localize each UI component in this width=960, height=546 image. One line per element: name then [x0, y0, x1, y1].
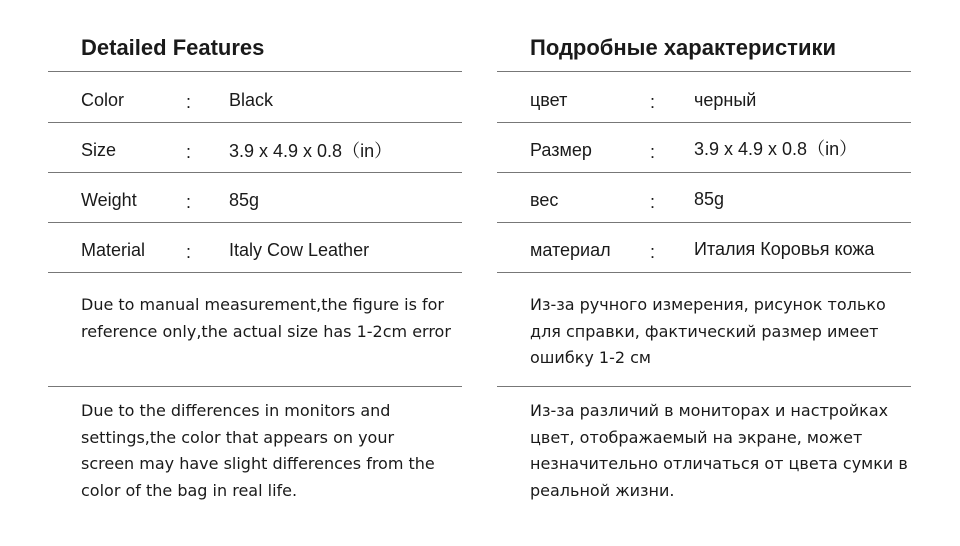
row-colon: :	[186, 142, 192, 162]
row-label-color: Color	[81, 90, 125, 110]
row-colon: :	[650, 192, 656, 212]
divider	[48, 71, 462, 72]
row-value-material: Italy Cow Leather	[229, 240, 370, 260]
row-label-material: Material	[81, 240, 146, 260]
row-value-size: 3.9 x 4.9 x 0.8（in）	[229, 141, 393, 161]
row-colon: :	[650, 142, 656, 162]
row-value-material: Италия Коровья кожа	[694, 239, 875, 259]
row-value-weight: 85g	[229, 190, 260, 210]
divider	[48, 272, 462, 273]
divider	[48, 122, 462, 123]
color-note: Из-за различий в мониторах и настройках цвет, отображаемый на экране, может незначительно отличаться от цвета сумки в реальной жизни.	[530, 401, 908, 500]
row-value-size: 3.9 x 4.9 x 0.8（in）	[694, 139, 858, 159]
divider	[497, 272, 911, 273]
row-colon: :	[186, 192, 192, 212]
row-value-color: черный	[694, 90, 757, 110]
row-colon: :	[650, 92, 656, 112]
divider	[497, 122, 911, 123]
row-value-color: Black	[229, 90, 274, 110]
row-label-material: материал	[530, 240, 611, 260]
divider	[497, 222, 911, 223]
row-value-weight: 85g	[694, 189, 725, 209]
row-label-size: Размер	[530, 140, 592, 160]
measurement-note: Из-за ручного измерения, рисунок только для справки, фактический размер имеет ошибку 1-2 см	[530, 295, 886, 367]
measurement-note: Due to manual measurement,the figure is for reference only,the actual size has 1-2cm error	[81, 295, 451, 341]
row-label-color: цвет	[530, 90, 568, 110]
divider	[48, 386, 462, 387]
divider	[497, 172, 911, 173]
row-colon: :	[186, 92, 192, 112]
row-colon: :	[650, 242, 656, 262]
row-label-size: Size	[81, 140, 117, 160]
color-note: Due to the differences in monitors and settings,the color that appears on your screen may have slight differences from the color of the bag in real life.	[81, 401, 435, 500]
row-label-weight: вес	[530, 190, 559, 210]
divider	[497, 71, 911, 72]
divider	[48, 222, 462, 223]
divider	[48, 172, 462, 173]
divider	[497, 386, 911, 387]
row-label-weight: Weight	[81, 190, 137, 210]
row-colon: :	[186, 242, 192, 262]
section-title: Подробные характеристики	[530, 35, 837, 60]
section-title: Detailed Features	[81, 35, 265, 60]
